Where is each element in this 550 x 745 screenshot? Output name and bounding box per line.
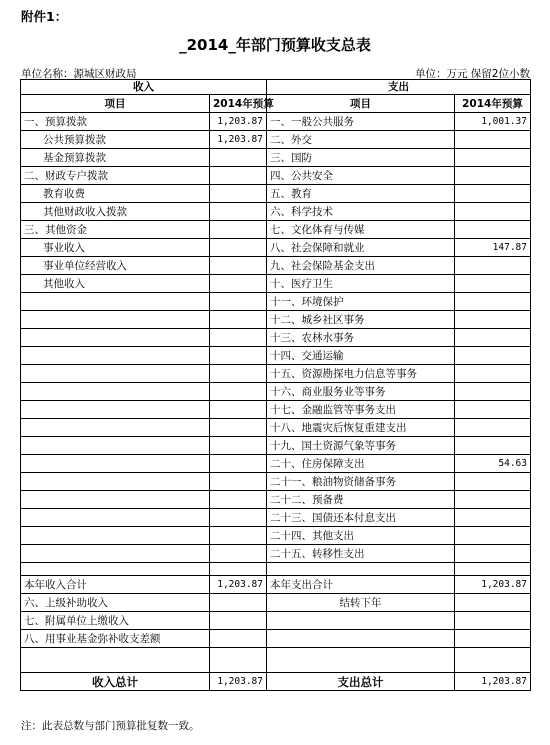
income-value [210, 419, 267, 437]
expense-value: 54.63 [455, 455, 531, 473]
income-header: 收入 [21, 80, 267, 95]
grand-expense-value: 1,203.87 [455, 673, 531, 691]
table-row [21, 419, 531, 437]
table-row [21, 365, 531, 383]
income-total-label: 本年收入合计 [21, 576, 210, 594]
expense-item: 一、一般公共服务 [267, 113, 455, 131]
income-item: 其他财政收入拨款 [21, 203, 210, 221]
expense-total-value: 1,203.87 [455, 576, 531, 594]
table-row [21, 437, 531, 455]
table-row [21, 311, 531, 329]
table-row [21, 329, 531, 347]
income-value [210, 383, 267, 401]
expense-value [455, 293, 531, 311]
income-value [210, 491, 267, 509]
expense-value [455, 401, 531, 419]
expense-item-header: 项目 [267, 95, 455, 113]
expense-value [455, 419, 531, 437]
table-row [21, 401, 531, 419]
income-value [210, 257, 267, 275]
income-item [21, 347, 210, 365]
income-value [210, 455, 267, 473]
grand-expense-label: 支出总计 [267, 673, 455, 691]
table-row [21, 491, 531, 509]
income-value [210, 437, 267, 455]
income-item: 教育收费 [21, 185, 210, 203]
expense-value [455, 149, 531, 167]
income-value [210, 221, 267, 239]
table-row [21, 131, 531, 149]
income-value [210, 203, 267, 221]
expense-value: 1,001.37 [455, 113, 531, 131]
expense-item: 十五、资源勘探电力信息等事务 [267, 365, 455, 383]
expense-item: 五、教育 [267, 185, 455, 203]
expense-item: 十三、农林水事务 [267, 329, 455, 347]
extra-income-label: 七、附属单位上缴收入 [21, 612, 210, 630]
income-value: 1,203.87 [210, 113, 267, 131]
expense-value [455, 509, 531, 527]
expense-item: 十二、城乡社区事务 [267, 311, 455, 329]
income-item [21, 311, 210, 329]
expense-value [455, 347, 531, 365]
table-row [21, 221, 531, 239]
table-row [21, 275, 531, 293]
expense-value [455, 257, 531, 275]
table-row [21, 149, 531, 167]
expense-item: 二十二、预备费 [267, 491, 455, 509]
section-header-row [21, 80, 531, 95]
table-row [21, 545, 531, 563]
expense-value [455, 167, 531, 185]
expense-value [455, 311, 531, 329]
table-row [21, 473, 531, 491]
expense-total-label: 本年支出合计 [267, 576, 455, 594]
expense-item: 二十一、粮油物资储备事务 [267, 473, 455, 491]
unit-name: 单位名称：源城区财政局 [21, 68, 137, 80]
expense-value [455, 185, 531, 203]
income-value [210, 293, 267, 311]
table-row [21, 257, 531, 275]
table-row [21, 383, 531, 401]
expense-value [455, 473, 531, 491]
income-value [210, 545, 267, 563]
income-item [21, 329, 210, 347]
expense-value [455, 131, 531, 149]
income-item: 事业收入 [21, 239, 210, 257]
income-value [210, 401, 267, 419]
income-value [210, 185, 267, 203]
expense-item: 四、公共安全 [267, 167, 455, 185]
income-budget-header: 2014年预算 [210, 95, 267, 113]
income-item-header: 项目 [21, 95, 210, 113]
expense-value [455, 491, 531, 509]
income-item [21, 491, 210, 509]
table-row [21, 527, 531, 545]
income-value [210, 473, 267, 491]
table-row [21, 185, 531, 203]
expense-value: 147.87 [455, 239, 531, 257]
income-item [21, 455, 210, 473]
expense-item: 十六、商业服务业等事务 [267, 383, 455, 401]
extra-income-row [21, 612, 531, 630]
extra-income-row [21, 630, 531, 648]
extra-income-label: 六、上级补助收入 [21, 594, 210, 612]
table-row [21, 509, 531, 527]
income-value: 1,203.87 [210, 131, 267, 149]
blank-row [21, 563, 531, 576]
unit-note: 单位：万元 保留2位小数 [414, 68, 530, 80]
expense-value [455, 437, 531, 455]
income-item [21, 365, 210, 383]
expense-item: 二十、住房保障支出 [267, 455, 455, 473]
expense-header: 支出 [267, 80, 531, 95]
income-item [21, 401, 210, 419]
budget-table [20, 79, 531, 691]
blank-row [21, 648, 531, 673]
footnote: 注：此表总数与部门预算批复数一致。 [21, 720, 200, 732]
income-value [210, 365, 267, 383]
income-total-value: 1,203.87 [210, 576, 267, 594]
income-item [21, 473, 210, 491]
income-value [210, 167, 267, 185]
income-item: 一、预算拨款 [21, 113, 210, 131]
income-item: 基金预算拨款 [21, 149, 210, 167]
table-row [21, 113, 531, 131]
expense-item: 十四、交通运输 [267, 347, 455, 365]
expense-value [455, 383, 531, 401]
expense-budget-header: 2014年预算 [455, 95, 531, 113]
expense-item: 十七、金融监管等事务支出 [267, 401, 455, 419]
expense-item: 二十三、国债还本付息支出 [267, 509, 455, 527]
income-item: 事业单位经营收入 [21, 257, 210, 275]
table-row [21, 203, 531, 221]
expense-item: 三、国防 [267, 149, 455, 167]
income-item: 公共预算拨款 [21, 131, 210, 149]
income-value [210, 527, 267, 545]
column-header-row [21, 95, 531, 113]
expense-item: 二、外交 [267, 131, 455, 149]
grand-total-row [21, 673, 531, 691]
table-row [21, 347, 531, 365]
expense-item: 二十四、其他支出 [267, 527, 455, 545]
income-value [210, 347, 267, 365]
income-item [21, 419, 210, 437]
income-value [210, 509, 267, 527]
income-value [210, 149, 267, 167]
expense-item: 八、社会保障和就业 [267, 239, 455, 257]
grand-income-value: 1,203.87 [210, 673, 267, 691]
expense-value [455, 275, 531, 293]
expense-value [455, 365, 531, 383]
expense-item: 十八、地震灾后恢复重建支出 [267, 419, 455, 437]
income-item [21, 437, 210, 455]
table-row [21, 239, 531, 257]
expense-item: 十、医疗卫生 [267, 275, 455, 293]
table-title: _2014_年部门预算收支总表 [179, 36, 371, 54]
expense-value [455, 527, 531, 545]
expense-item: 十一、环境保护 [267, 293, 455, 311]
income-value [210, 329, 267, 347]
year-total-row [21, 576, 531, 594]
expense-value [455, 329, 531, 347]
income-item [21, 293, 210, 311]
table-row [21, 455, 531, 473]
income-item [21, 383, 210, 401]
expense-value [455, 221, 531, 239]
income-item [21, 527, 210, 545]
table-row [21, 167, 531, 185]
expense-item: 九、社会保险基金支出 [267, 257, 455, 275]
expense-item: 六、科学技术 [267, 203, 455, 221]
income-value [210, 311, 267, 329]
expense-value [455, 545, 531, 563]
extra-income-label: 八、用事业基金弥补收支差额 [21, 630, 210, 648]
expense-item: 七、文化体育与传媒 [267, 221, 455, 239]
carry-forward-label: 结转下年 [267, 594, 455, 612]
expense-item: 十九、国土资源气象等事务 [267, 437, 455, 455]
attachment-label: 附件1： [21, 9, 68, 24]
table-row [21, 293, 531, 311]
income-item: 三、其他资金 [21, 221, 210, 239]
income-item: 二、财政专户拨款 [21, 167, 210, 185]
income-value [210, 275, 267, 293]
grand-income-label: 收入总计 [21, 673, 210, 691]
expense-value [455, 203, 531, 221]
income-item [21, 545, 210, 563]
income-value [210, 239, 267, 257]
income-item [21, 509, 210, 527]
income-item: 其他收入 [21, 275, 210, 293]
extra-income-row [21, 594, 531, 612]
expense-item: 二十五、转移性支出 [267, 545, 455, 563]
